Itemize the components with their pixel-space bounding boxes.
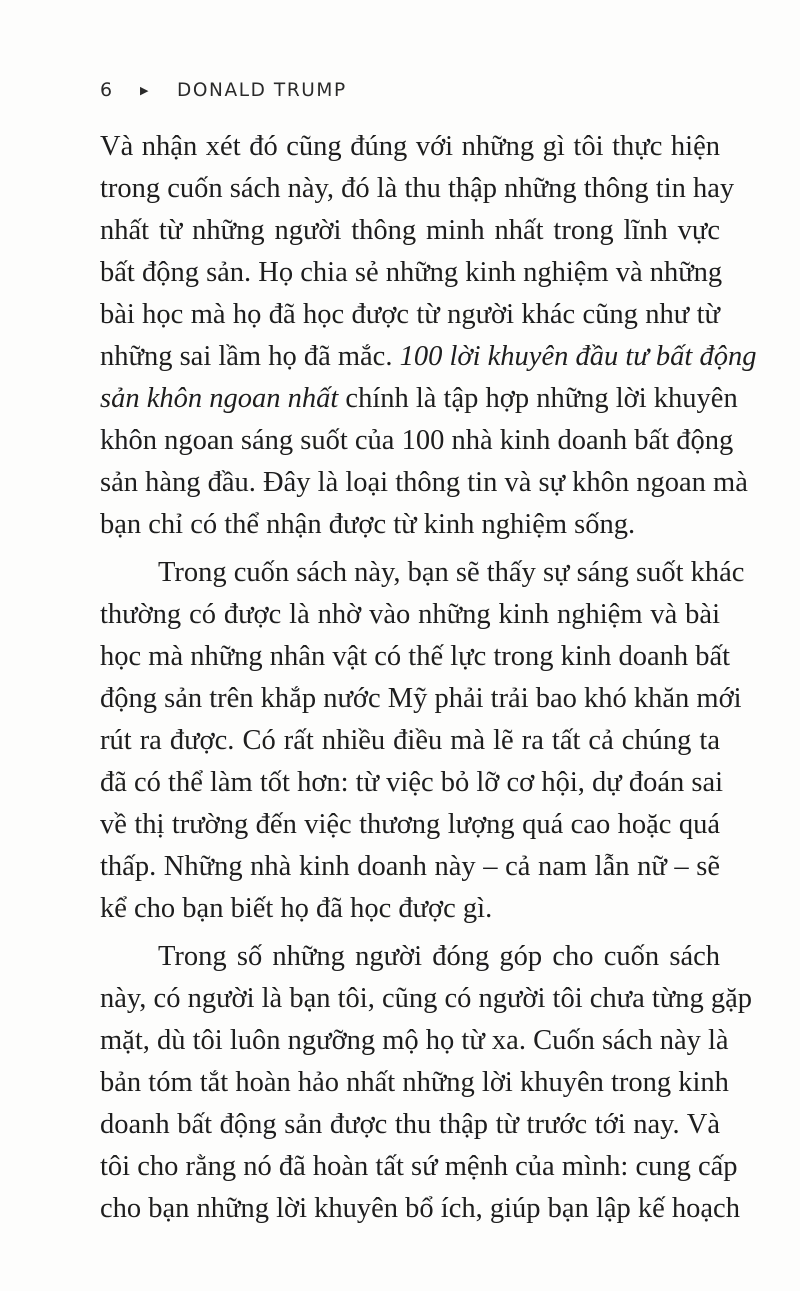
text-span: trong cuốn sách này, đó là thu thập những thông tin hay <box>100 173 735 204</box>
text-line <box>100 978 753 1020</box>
text-line <box>100 762 724 804</box>
running-title: DONALD TRUMP <box>177 79 347 101</box>
italic-book-title: sản khôn ngoan nhất <box>100 383 339 414</box>
text-span: khôn ngoan sáng suốt của 100 nhà kinh doanh bất động <box>100 425 734 456</box>
text-line <box>100 636 731 678</box>
text-line <box>100 804 720 846</box>
text-line <box>100 1020 729 1062</box>
text-line <box>100 252 723 294</box>
text-span: bài học mà họ đã học được từ người khác cũng như từ <box>100 299 720 330</box>
text-span: động sản trên khắp nước Mỹ phải trải bao khó khăn mới <box>100 683 742 714</box>
text-line <box>100 1146 738 1188</box>
text-span: về thị trường đến việc thương lượng quá cao hoặc quá <box>100 809 720 840</box>
text-span: đã có thể làm tốt hơn: từ việc bỏ lỡ cơ hội, dự đoán sai <box>100 767 724 798</box>
text-line <box>100 168 735 210</box>
text-span: doanh bất động sản được thu thập từ trước tới nay. Và <box>100 1109 720 1140</box>
text-line <box>100 294 720 336</box>
text-line <box>100 936 720 978</box>
text-span: nhất từ những người thông minh nhất trong lĩnh vực <box>100 215 720 246</box>
text-line <box>100 336 757 378</box>
text-line <box>100 126 720 168</box>
text-line <box>100 1188 740 1230</box>
page-number: 6 <box>100 79 113 101</box>
text-span: chính là tập hợp những lời khuyên <box>338 383 738 414</box>
text-span: bạn chỉ có thể nhận được từ kinh nghiệm sống. <box>100 509 636 540</box>
text-span: tôi cho rằng nó đã hoàn tất sứ mệnh của mình: cung cấp <box>100 1151 738 1182</box>
text-line <box>100 210 720 252</box>
running-header <box>100 76 347 104</box>
text-span: kể cho bạn biết họ đã học được gì. <box>100 893 493 924</box>
text-line <box>100 846 720 888</box>
text-span: mặt, dù tôi luôn ngưỡng mộ họ từ xa. Cuốn sách này là <box>100 1025 729 1056</box>
text-span: thường có được là nhờ vào những kinh nghiệm và bài <box>100 599 720 630</box>
text-line <box>100 504 720 546</box>
text-span: bất động sản. Họ chia sẻ những kinh nghiệm và những <box>100 257 723 288</box>
text-line <box>100 594 720 636</box>
text-span: cho bạn những lời khuyên bổ ích, giúp bạn lập kế hoạch <box>100 1193 740 1224</box>
text-line <box>100 1062 729 1104</box>
text-span: Trong cuốn sách này, bạn sẽ thấy sự sáng suốt khác <box>158 557 745 588</box>
text-line <box>100 378 738 420</box>
italic-book-title: 100 lời khuyên đầu tư bất động <box>399 341 757 372</box>
text-line <box>100 420 734 462</box>
text-line <box>100 552 745 594</box>
text-line <box>100 720 720 762</box>
text-span: những sai lầm họ đã mắc. <box>100 341 400 372</box>
text-span: bản tóm tắt hoàn hảo nhất những lời khuyên trong kinh <box>100 1067 729 1098</box>
text-line <box>100 462 748 504</box>
text-span: sản hàng đầu. Đây là loại thông tin và sự khôn ngoan mà <box>100 467 748 498</box>
text-span: học mà những nhân vật có thế lực trong kinh doanh bất <box>100 641 731 672</box>
right-triangle-icon: ▶ <box>140 83 149 97</box>
text-span: này, có người là bạn tôi, cũng có người tôi chưa từng gặp <box>100 983 753 1014</box>
text-span: Và nhận xét đó cũng đúng với những gì tôi thực hiện <box>100 131 720 162</box>
text-line <box>100 1104 720 1146</box>
text-span: thấp. Những nhà kinh doanh này – cả nam lẫn nữ – sẽ <box>100 851 720 882</box>
text-span: Trong số những người đóng góp cho cuốn sách <box>158 941 720 972</box>
text-line <box>100 888 720 930</box>
text-span: rút ra được. Có rất nhiều điều mà lẽ ra tất cả chúng ta <box>100 725 720 756</box>
text-line <box>100 678 742 720</box>
